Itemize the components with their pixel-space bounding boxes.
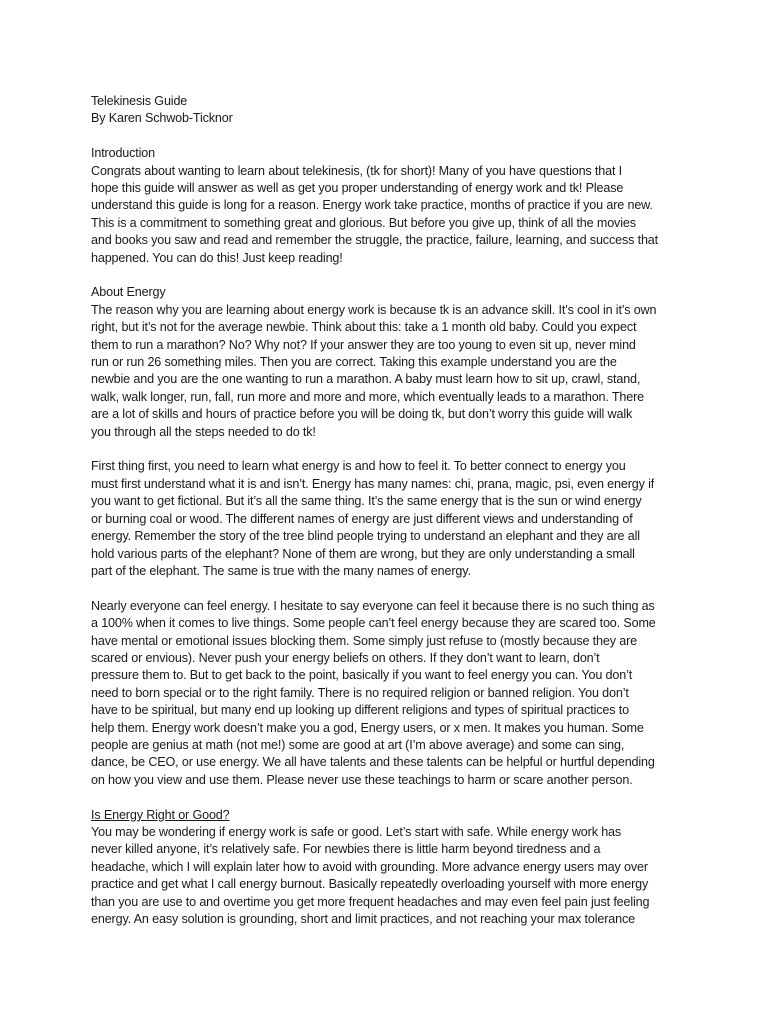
text-line: energy. An easy solution is grounding, short and limit practices, and not reaching your max tolerance	[91, 912, 635, 927]
document-body	[91, 93, 681, 928]
text-line: have to be spiritual, but many end up looking up different religions and types of spiritual practices to	[91, 703, 629, 718]
text-line: run or run 26 something miles. Then you are correct. Taking this example understand you are the	[91, 355, 617, 370]
text-line: never killed anyone, it’s relatively safe. For newbies there is little harm beyond tiredness and a	[91, 842, 601, 857]
text-line: than you are use to and overtime you get more frequent headaches and may even feel pain just feeling	[91, 894, 650, 909]
section-heading: Is Energy Right or Good?	[91, 807, 230, 822]
text-line: them to run a marathon? No? Why not? If your answer they are too young to even sit up, never mind	[91, 337, 636, 352]
author-line: By Karen Schwob-Ticknor	[91, 111, 233, 126]
paragraph	[91, 598, 681, 789]
text-line: energy. Remember the story of the tree blind people trying to understand an elephant and they are all	[91, 529, 640, 544]
text-line: must first understand what it is and isn’t. Energy has many names: chi, prana, magic, psi, even energy if	[91, 476, 655, 491]
section-introduction	[91, 145, 681, 267]
text-line: scared or envious). Never push your energy beliefs on others. If they don’t want to learn, don’t	[91, 650, 600, 665]
section-heading: Introduction	[91, 146, 156, 161]
text-line: First thing first, you need to learn what energy is and how to feel it. To better connect to energy you	[91, 459, 626, 474]
text-line: are a lot of skills and hours of practice before you will be doing tk, but don’t worry this guide will walk	[91, 407, 633, 422]
section-is-energy-right-or-good	[91, 807, 681, 929]
text-line: The reason why you are learning about energy work is because tk is an advance skill. It’s cool in it’s own	[91, 302, 657, 317]
text-line: part of the elephant. The same is true with the many names of energy.	[91, 563, 471, 578]
text-line: You may be wondering if energy work is safe or good. Let’s start with safe. While energy work has	[91, 824, 622, 839]
text-line: practice and get what I call energy burnout. Basically repeatedly overloading yourself with more energy	[91, 877, 649, 892]
text-line: This is a commitment to something great and glorious. But before you give up, think of all the movies	[91, 215, 636, 230]
text-line: Nearly everyone can feel energy. I hesitate to say everyone can feel it because there is no such thing as	[91, 598, 655, 613]
text-line: hold various parts of the elephant? None of them are wrong, but they are only understanding a small	[91, 546, 635, 561]
section-heading: About Energy	[91, 285, 166, 300]
text-line: pressure them to. But to get back to the point, basically if you want to feel energy you can. You don’t	[91, 668, 633, 683]
text-line: you want to get fictional. But it’s all the same thing. It’s the same energy that is the sun or wind energy	[91, 494, 642, 509]
text-line: Congrats about wanting to learn about telekinesis, (tk for short)! Many of you have questions that I	[91, 163, 623, 178]
section-about-energy	[91, 284, 681, 789]
text-line: people are genius at math (not me!) some are good at art (I’m above average) and some can sing,	[91, 737, 625, 752]
paragraph	[91, 824, 681, 928]
text-line: hope this guide will answer as well as get you proper understanding of energy work and tk! Please	[91, 181, 624, 196]
text-line: happened. You can do this! Just keep reading!	[91, 250, 343, 265]
document-title: Telekinesis Guide	[91, 94, 188, 108]
text-line: have mental or emotional issues blocking them. Some simply just refuse to (mostly because they are	[91, 633, 637, 648]
text-line: need to born special or to the right family. There is no required religion or banned religion. You don’t	[91, 685, 629, 700]
text-line: understand this guide is long for a reason. Energy work take practice, months of practice if you are new.	[91, 198, 653, 213]
paragraph	[91, 163, 681, 267]
text-line: walk, walk longer, run, fall, run more and more and more, which eventually leads to a marathon. There	[91, 389, 645, 404]
text-line: you through all the steps needed to do tk!	[91, 424, 316, 439]
text-line: or burning coal or wood. The different names of energy are just different views and understanding of	[91, 511, 633, 526]
paragraph	[91, 302, 681, 441]
text-line: newbie and you are the one wanting to run a marathon. A baby must learn how to sit up, crawl, stand,	[91, 372, 641, 387]
text-line: on how you view and use them. Please never use these teachings to harm or scare another person.	[91, 772, 633, 787]
paragraph	[91, 458, 681, 580]
text-line: right, but it’s not for the average newbie. Think about this: take a 1 month old baby. Could you expect	[91, 320, 637, 335]
text-line: headache, which I will explain later how to avoid with grounding. More advance energy users may over	[91, 859, 648, 874]
text-line: a 100% when it comes to live things. Some people can’t feel energy because they are scared too. Some	[91, 616, 656, 631]
text-line: and books you saw and read and remember the struggle, the practice, failure, learning, and success that	[91, 233, 658, 248]
text-line: help them. Energy work doesn’t make you a god, Energy users, or x men. It makes you human. Some	[91, 720, 644, 735]
text-line: dance, be CEO, or use energy. We all have talents and these talents can be helpful or hurtful depending	[91, 755, 655, 770]
